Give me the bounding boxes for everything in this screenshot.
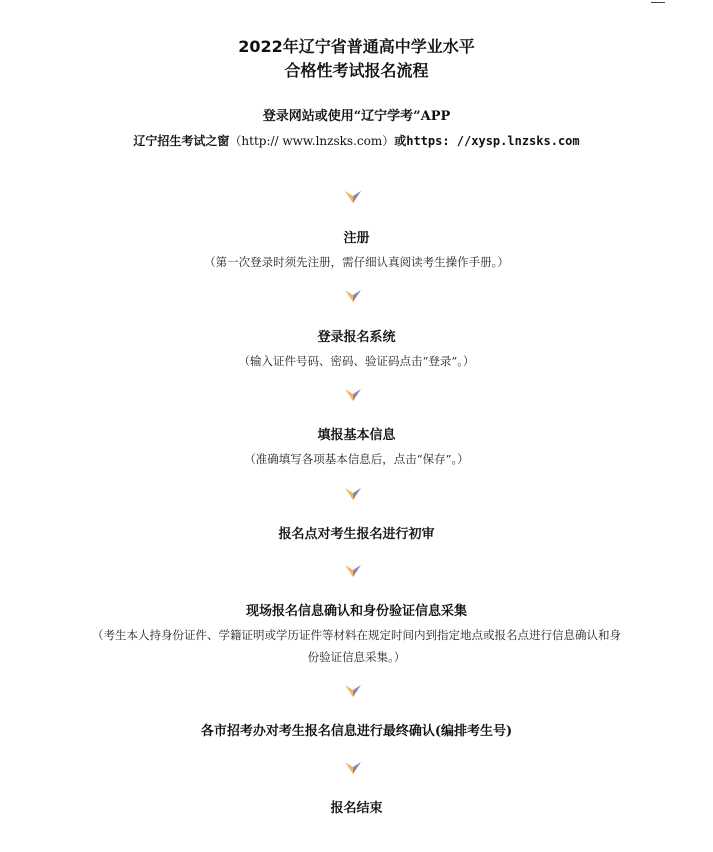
- down-arrow-icon: [345, 487, 361, 501]
- step-basic-info-title: 填报基本信息: [317, 428, 396, 443]
- corner-mark: [651, 0, 665, 3]
- step-register-note: （第一次登录时须先注册，需仔细认真阅读考生操作手册。）: [204, 255, 509, 269]
- step-onsite-confirmation-note-line1: （考生本人持身份证件、学籍证明或学历证件等材料在规定时间内到指定地点或报名点进行信息确认和身: [92, 628, 621, 642]
- step-register-title: 注册: [343, 231, 370, 246]
- step-login-system-title: 登录报名系统: [317, 330, 396, 345]
- down-arrow-icon: [345, 564, 361, 578]
- step-onsite-confirmation-note-line2: 份验证信息采集。）: [307, 650, 406, 664]
- down-arrow-icon: [345, 289, 361, 303]
- down-arrow-icon: [345, 190, 361, 204]
- step-onsite-confirmation-title: 现场报名信息确认和身份验证信息采集: [245, 604, 467, 619]
- flowchart-title-line1: 2022年辽宁省普通高中学业水平: [238, 37, 475, 56]
- down-arrow-icon: [345, 684, 361, 698]
- or-text: 或: [394, 134, 407, 148]
- login-instruction: 登录网站或使用“辽宁学考”APP: [262, 109, 451, 124]
- down-arrow-icon: [345, 761, 361, 775]
- step-login-system-note: （输入证件号码、密码、验证码点击“登录”。）: [238, 354, 475, 368]
- site-url: （http:// www.lnzsks.com）: [229, 134, 395, 148]
- flowchart-title-line2: 合格性考试报名流程: [284, 61, 429, 80]
- step-basic-info-note: （准确填写各项基本信息后，点击“保存”。）: [244, 452, 469, 466]
- login-urls: [0, 131, 713, 151]
- step-preliminary-review-title: 报名点对考生报名进行初审: [278, 527, 435, 542]
- down-arrow-icon: [345, 388, 361, 402]
- alt-url: https: //xysp.lnzsks.com: [406, 134, 580, 148]
- step-final-confirmation-title: 各市招考办对考生报名信息进行最终确认(编排考生号): [200, 724, 513, 739]
- site-name: 辽宁招生考试之窗: [133, 134, 230, 148]
- step-registration-end-title: 报名结束: [330, 801, 383, 816]
